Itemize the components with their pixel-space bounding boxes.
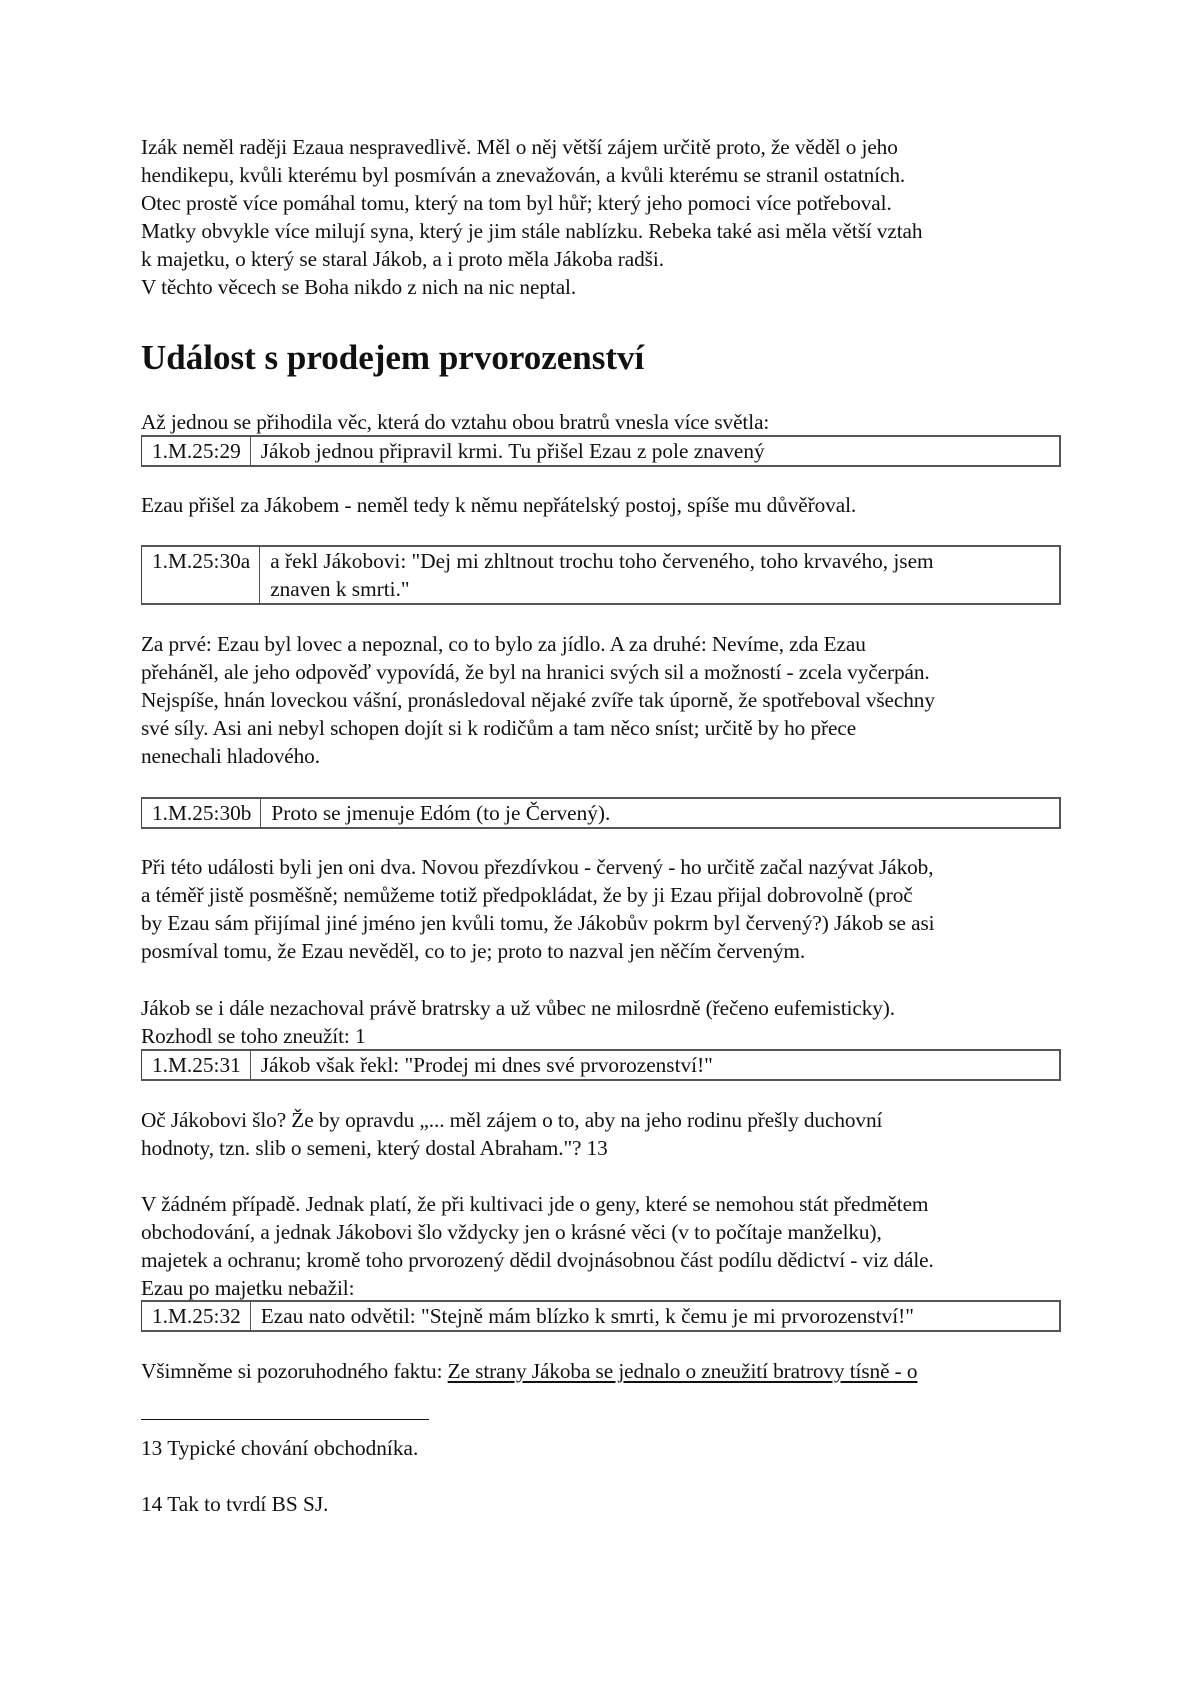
paragraph bbox=[141, 1190, 1061, 1302]
verse-row bbox=[142, 1050, 1061, 1080]
text-line: Oč Jákobovi šlo? Že by opravdu „... měl zájem o to, aby na jeho rodinu přešly duchovní bbox=[141, 1108, 883, 1132]
verse-table-25-30a bbox=[141, 545, 1061, 605]
verse-reference: 1.M.25:29 bbox=[142, 436, 251, 466]
underlined-text: Ze strany Jákoba se jednalo o zneužití bratrovy tísně - o bbox=[447, 1359, 918, 1383]
text-line: Otec prostě více pomáhal tomu, který na tom byl hůř; který jeho pomoci více potřeboval. bbox=[141, 191, 892, 215]
text-line: Až jednou se přihodila věc, která do vztahu obou bratrů vnesla více světla: bbox=[141, 410, 770, 434]
paragraph bbox=[141, 853, 1061, 965]
verse-text: Ezau nato odvětil: "Stejně mám blízko k smrti, k čemu je mi prvorozenství!" bbox=[260, 1304, 914, 1328]
verse-row bbox=[142, 798, 1061, 828]
verse-table-25-30b bbox=[141, 797, 1061, 829]
section-heading: Událost s prodejem prvorozenství bbox=[141, 338, 645, 377]
text-run: Všimněme si pozoruhodného faktu: bbox=[141, 1359, 448, 1383]
text-line: hodnoty, tzn. slib o semeni, který dostal Abraham."? 13 bbox=[141, 1136, 608, 1160]
text-line: a řekl Jákobovi: "Dej mi zhltnout trochu toho červeného, toho krvavého, jsem bbox=[270, 549, 934, 573]
verse-text: Proto se jmenuje Edóm (to je Červený). bbox=[271, 801, 611, 825]
verse-text: Jákob však řekl: "Prodej mi dnes své prvorozenství!" bbox=[260, 1053, 713, 1077]
paragraph bbox=[141, 491, 1061, 519]
text-line: majetek a ochranu; kromě toho prvorozený dědil dvojnásobnou část podílu dědictví - viz dále. bbox=[141, 1248, 934, 1272]
footnote-14: 14 Tak to tvrdí BS SJ. bbox=[141, 1492, 329, 1516]
footnote-separator bbox=[141, 1419, 429, 1420]
text-line: Jákob se i dále nezachoval právě bratrsky a už vůbec ne milosrdně (řečeno eufemisticky). bbox=[141, 996, 896, 1020]
text-line: Za prvé: Ezau byl lovec a nepoznal, co to bylo za jídlo. A za druhé: Nevíme, zda Ezau bbox=[141, 632, 866, 656]
verse-table-25-32 bbox=[141, 1300, 1061, 1332]
paragraph bbox=[141, 994, 1061, 1050]
verse-text bbox=[260, 546, 1060, 604]
text-line: Matky obvykle více milují syna, který je jim stále nablízku. Rebeka také asi měla větší vztah bbox=[141, 219, 923, 243]
text-line: by Ezau sám přijímal jiné jméno jen kvůli tomu, že Jákobův pokrm byl červený?) Jákob se asi bbox=[141, 911, 935, 935]
text-line: Rozhodl se toho zneužít: 1 bbox=[141, 1024, 366, 1048]
verse-reference: 1.M.25:32 bbox=[142, 1301, 251, 1331]
text-line: Izák neměl raději Ezaua nespravedlivě. Měl o něj větší zájem určitě proto, že věděl o jeho bbox=[141, 135, 898, 159]
text-line: znaven k smrti." bbox=[270, 577, 410, 601]
text-line: a téměř jistě posměšně; nemůžeme totiž předpokládat, že by ji Ezau přijal dobrovolně (proč bbox=[141, 883, 913, 907]
paragraph bbox=[141, 1357, 1061, 1385]
verse-reference: 1.M.25:31 bbox=[142, 1050, 251, 1080]
verse-text: Jákob jednou připravil krmi. Tu přišel Ezau z pole znavený bbox=[260, 439, 765, 463]
intro-paragraph bbox=[141, 133, 1061, 301]
paragraph bbox=[141, 408, 1061, 436]
verse-row bbox=[142, 1301, 1061, 1331]
verse-reference: 1.M.25:30b bbox=[142, 798, 261, 828]
text-line: své síly. Asi ani nebyl schopen dojít si k rodičům a tam něco sníst; určitě by ho přece bbox=[141, 716, 857, 740]
text-line: přeháněl, ale jeho odpověď vypovídá, že byl na hranici svých sil a možností - zcela vyčerpán. bbox=[141, 660, 930, 684]
verse-table-25-31 bbox=[141, 1049, 1061, 1081]
text-line: V žádném případě. Jednak platí, že při kultivaci jde o geny, které se nemohou stát předmětem bbox=[141, 1192, 929, 1216]
text-line: Při této události byli jen oni dva. Novou přezdívkou - červený - ho určitě začal nazývat Jákob, bbox=[141, 855, 934, 879]
verse-table-25-29 bbox=[141, 435, 1061, 467]
text-line: hendikepu, kvůli kterému byl posmíván a znevažován, a kvůli kterému se stranil ostatních. bbox=[141, 163, 906, 187]
text-line: posmíval tomu, že Ezau nevěděl, co to je; proto to nazval jen něčím červeným. bbox=[141, 939, 806, 963]
verse-reference: 1.M.25:30a bbox=[142, 546, 260, 604]
paragraph bbox=[141, 630, 1061, 770]
text-line: obchodování, a jednak Jákobovi šlo vždycky jen o krásné věci (v to počítaje manželku), bbox=[141, 1220, 882, 1244]
paragraph bbox=[141, 1106, 1061, 1162]
text-line: Ezau po majetku nebažil: bbox=[141, 1276, 355, 1300]
verse-row bbox=[142, 436, 1061, 466]
text-line: Nejspíše, hnán loveckou vášní, pronásledoval nějaké zvíře tak úporně, že spotřeboval všechny bbox=[141, 688, 935, 712]
text-line: nenechali hladového. bbox=[141, 744, 320, 768]
verse-row bbox=[142, 546, 1061, 604]
text-line: V těchto věcech se Boha nikdo z nich na nic neptal. bbox=[141, 275, 577, 299]
footnote-13: 13 Typické chování obchodníka. bbox=[141, 1436, 419, 1460]
text-line: k majetku, o který se staral Jákob, a i proto měla Jákoba radši. bbox=[141, 247, 664, 271]
text-line: Ezau přišel za Jákobem - neměl tedy k němu nepřátelský postoj, spíše mu důvěřoval. bbox=[141, 493, 857, 517]
